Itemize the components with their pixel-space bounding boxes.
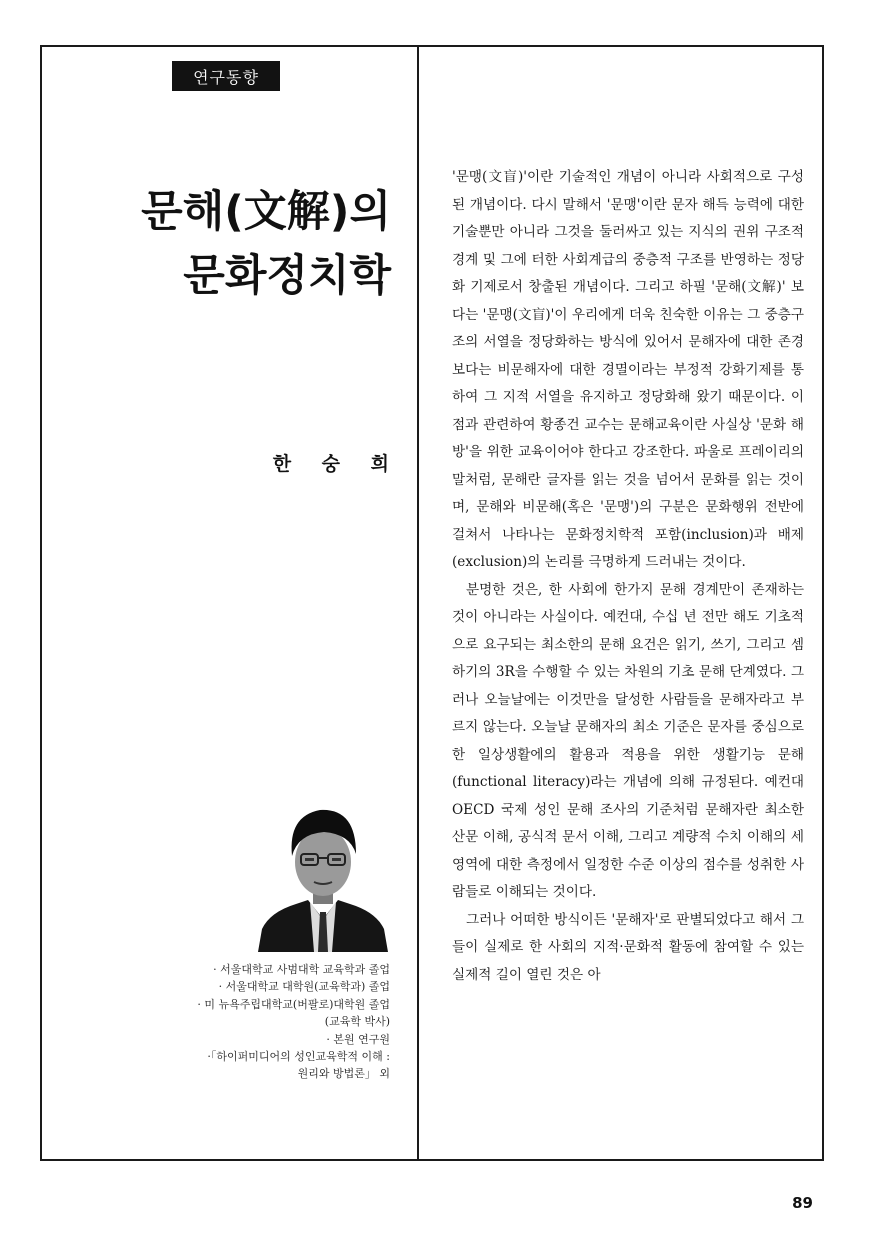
bio-line: · 미 뉴욕주립대학교(버팔로)대학원 졸업 — [197, 997, 390, 1011]
body-paragraph: '문맹(文盲)'이란 기술적인 개념이 아니라 사회적으로 구성된 개념이다. 다시 말해서 '문맹'이란 문자 해득 능력에 대한 기술뿐만 아니라 그것을 둘러싸고 있는 지식의 권위 구조적 경계 및 그에 터한 사회계급의 중층적 구조를 반영하는 정당화 기제로서 창출된 개념이다. 그리고 하필 '문해(文解)' 보다는 '문맹(文盲)'이 우리에게 더욱 친숙한 이유는 그 중층구조의 서열을 정당화하는 방식에 있어서 문해자에 대한 존경보다는 비문해자에 대한 경멸이라는 부정적 강화기제를 통하여 그 지적 서열을 유지하고 정당화해 왔기 때문이다. 이점과 관련하여 황종건 교수는 문해교육이란 사실상 '문화 해방'을 위한 교육이어야 한다고 강조한다. 파울로 프레이리의 말처럼, 문해란 글자를 읽는 것을 넘어서 문화를 읽는 것이며, 문해와 비문해(혹은 '문맹')의 구분은 문화행위 전반에 걸쳐서 나타나는 문화정치학적 포함(inclusion)과 배제(exclusion)의 논리를 극명하게 드러내는 것이다. — [452, 169, 804, 570]
bio-line: 원리와 방법론」 외 — [297, 1067, 390, 1081]
author-bio — [90, 961, 390, 1083]
page-number: 89 — [792, 1194, 813, 1212]
title-line-1: 문해(文解)의 — [141, 187, 391, 237]
body-paragraph: 분명한 것은, 한 사회에 한가지 문해 경계만이 존재하는 것이 아니라는 사실이다. 예컨대, 수십 년 전만 해도 기초적으로 요구되는 최소한의 문해 요건은 읽기, 쓰기, 그리고 셈하기의 3R을 수행할 수 있는 차원의 기초 문해 단계였다. 그러나 오늘날에는 이것만을 달성한 사람들을 문해자라고 부르지 않는다. 오늘날 문해자의 최소 기준은 문자를 중심으로 한 일상생활에의 활용과 적용을 위한 생활기능 문해(functional literacy)라는 개념에 의해 규정된다. 예컨대 OECD 국제 성인 문해 조사의 기준처럼 문해자란 최소한 산문 이해, 공식적 문서 이해, 그리고 계량적 수치 이해의 세 영역에 대한 측정에서 일정한 수준 이상의 점수를 성취한 사람들로 이해되는 것이다. — [452, 581, 804, 900]
body-paragraph: 그러나 어떠한 방식이든 '문해자'로 판별되었다고 해서 그들이 실제로 한 사회의 지적·문화적 활동에 참여할 수 있는 실제적 길이 열린 것은 아 — [452, 911, 804, 983]
article-title — [141, 180, 391, 308]
bio-line: · 본원 연구원 — [326, 1032, 390, 1046]
bio-line: · 서울대학교 대학원(교육학과) 졸업 — [218, 980, 390, 994]
author-name: 한 숭 희 — [272, 453, 401, 475]
bio-line: (교육학 박사) — [324, 1015, 390, 1029]
bio-line: ·「하이퍼미디어의 성인교육학적 이해 : — [207, 1050, 390, 1064]
title-line-2: 문화정치학 — [183, 251, 391, 301]
bio-line: · 서울대학교 사범대학 교육학과 졸업 — [213, 963, 390, 976]
column-divider — [417, 45, 419, 1161]
author-photo — [258, 794, 388, 952]
section-tag: 연구동향 — [172, 61, 280, 91]
article-body — [452, 164, 804, 989]
